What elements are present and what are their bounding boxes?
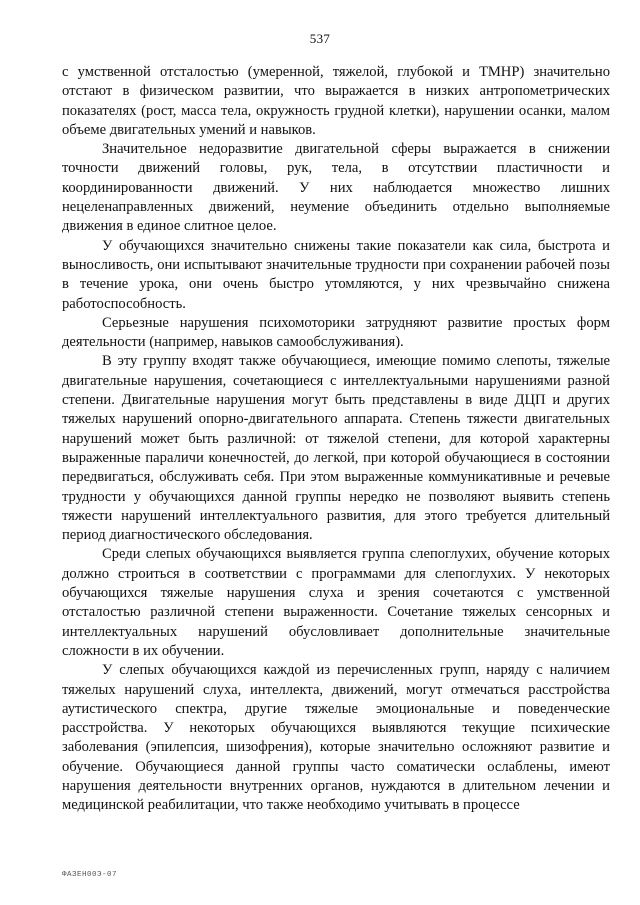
page-number: 537 xyxy=(309,31,331,46)
paragraph-6: Среди слепых обучающихся выявляется группа слепоглухих, обучение которых должно строиться в соответствии с программами для слепоглухих. У некоторых обучающихся тяжелые нарушения слуха и зрения сочетаются с умственной отсталостью различной степени выраженности. Сочетание тяжелых сенсорных и интеллектуальных нарушений обусловливает дополнительные значительные сложности в их обучении. xyxy=(62,546,610,659)
paragraph-2: Значительное недоразвитие двигательной сферы выражается в снижении точности движений головы, рук, тела, в отсутствии пластичности и координированности движений. У них наблюдается множество лишних нецеленаправленных движений, неумение объединить отдельно выполняемые движения в единое слитное целое. xyxy=(62,141,610,235)
paragraph-7: У слепых обучающихся каждой из перечисленных групп, наряду с наличием тяжелых нарушений слуха, интеллекта, движений, могут отмечаться расстройства аутистического спектра, другие тяжелые эмоциональные и поведенческие расстройства. У некоторых обучающихся выявляются текущие психические заболевания (эпилепсия, шизофрения), которые значительно осложняют развитие и обучение. Обучающиеся данной группы часто соматически ослаблены, имеют нарушения деятельности внутренних органов, нуждаются в длительном лечении и медицинской реабилитации, что также необходимо учитывать в процессе xyxy=(62,662,610,814)
footer-document-code: ФАЗЕН00Э-07 xyxy=(62,871,118,879)
body-text xyxy=(62,63,610,816)
paragraph-5: В эту группу входят также обучающиеся, имеющие помимо слепоты, тяжелые двигательные нарушения, сочетающиеся с интеллектуальными нарушениями разной степени. Двигательные нарушения могут быть представлены в виде ДЦП и других тяжелых нарушений опорно-двигательного аппарата. Степень тяжести двигательных нарушений может быть различной: от тяжелой степени, для которой характерны выраженные параличи конечностей, до легкой, при которой обучающиеся в состоянии передвигаться, обслуживать себя. При этом выраженные коммуникативные и речевые трудности у обучающихся данной группы нередко не позволяют выявить степень тяжести нарушений интеллектуального развития, для этого требуется длительный период диагностического обследования. xyxy=(62,353,610,544)
paragraph-3: У обучающихся значительно снижены такие показатели как сила, быстрота и выносливость, они испытывают значительные трудности при сохранении рабочей позы в течение урока, они очень быстро утомляются, у них чрезвычайно снижена работоспособность. xyxy=(62,237,610,312)
paragraph-4: Серьезные нарушения психомоторики затрудняют развитие простых форм деятельности (например, навыков самообслуживания). xyxy=(62,314,610,351)
paragraph-1: с умственной отсталостью (умеренной, тяжелой, глубокой и ТМНР) значительно отстают в физическом развитии, что выражается в низких антропометрических показателях (рост, масса тела, окружность грудной клетки), нарушении осанки, малом объеме двигательных умений и навыков. xyxy=(62,64,610,138)
